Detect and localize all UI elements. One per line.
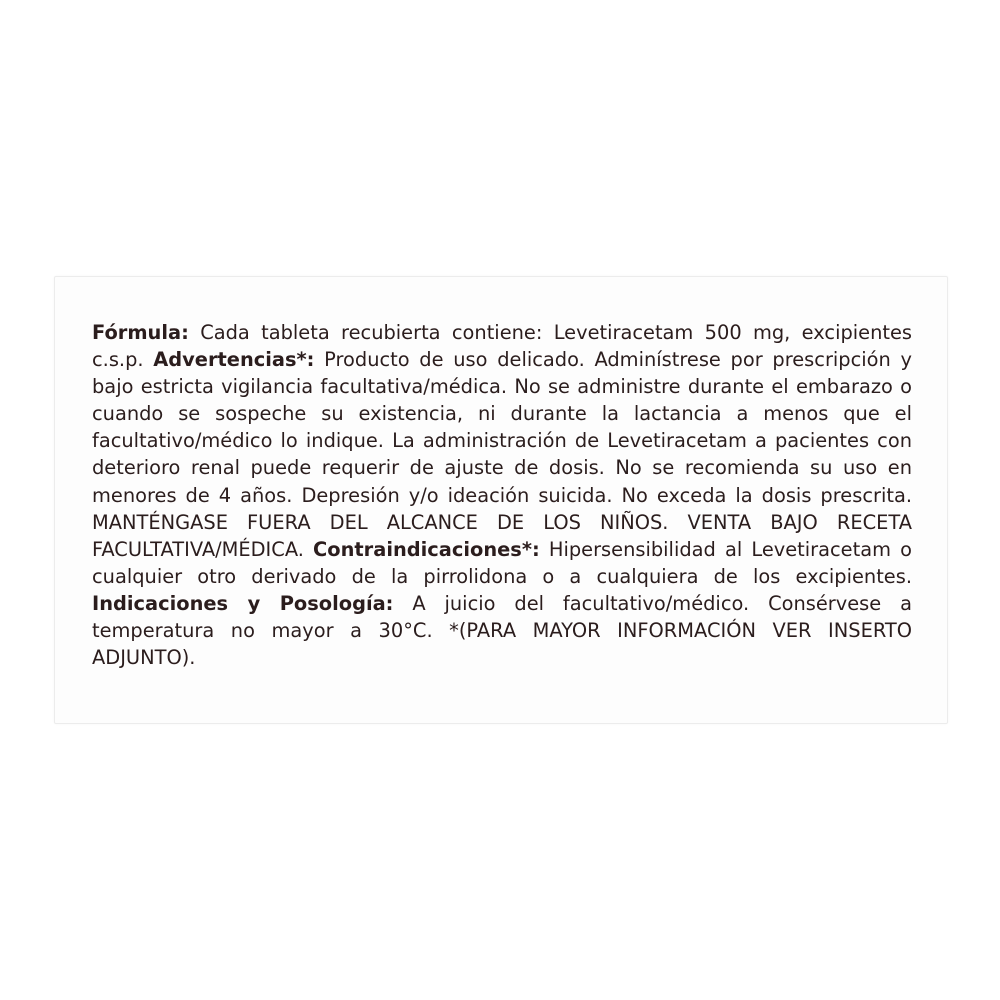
- formula-text: Cada tableta recubierta contiene: Levetiracetam 500 mg, excipientes c.s.p.: [92, 321, 913, 372]
- label-text: [92, 319, 912, 671]
- indications-text: A juicio del facultativo/médico. Consérvese a temperatura no mayor a 30°C. *(PARA MAYOR INFORMACIÓN VER INSERTO ADJUNTO).: [92, 591, 912, 670]
- formula-heading: Fórmula:: [92, 321, 189, 344]
- label-panel: [54, 276, 948, 724]
- warnings-text: Producto de uso delicado. Adminístrese por prescripción y bajo estricta vigilancia facultativa/médica. No se administre durante el embarazo o cuando se sospeche su existencia, ni durante la lactancia a menos que el facultativo/médico lo indique. La administración de Levetiracetam a pacientes con deterioro renal puede requerir de ajuste de dosis. No se recomienda su uso en menores de 4 años. Depresión y/o ideación suicida. No exceda la dosis prescrita. MANTÉNGASE FUERA DEL ALCANCE DE LOS NIÑOS. VENTA BAJO RECETA FACULTATIVA/MÉDICA.: [92, 348, 912, 561]
- indications-heading: Indicaciones y Posología:: [92, 591, 394, 615]
- contraindications-text: Hipersensibilidad al Levetiracetam o cualquier otro derivado de la pirrolidona o a cualquiera de los excipientes.: [92, 537, 912, 588]
- contraindications-heading: Contraindicaciones*:: [313, 537, 540, 561]
- warnings-heading: Advertencias*:: [153, 348, 315, 372]
